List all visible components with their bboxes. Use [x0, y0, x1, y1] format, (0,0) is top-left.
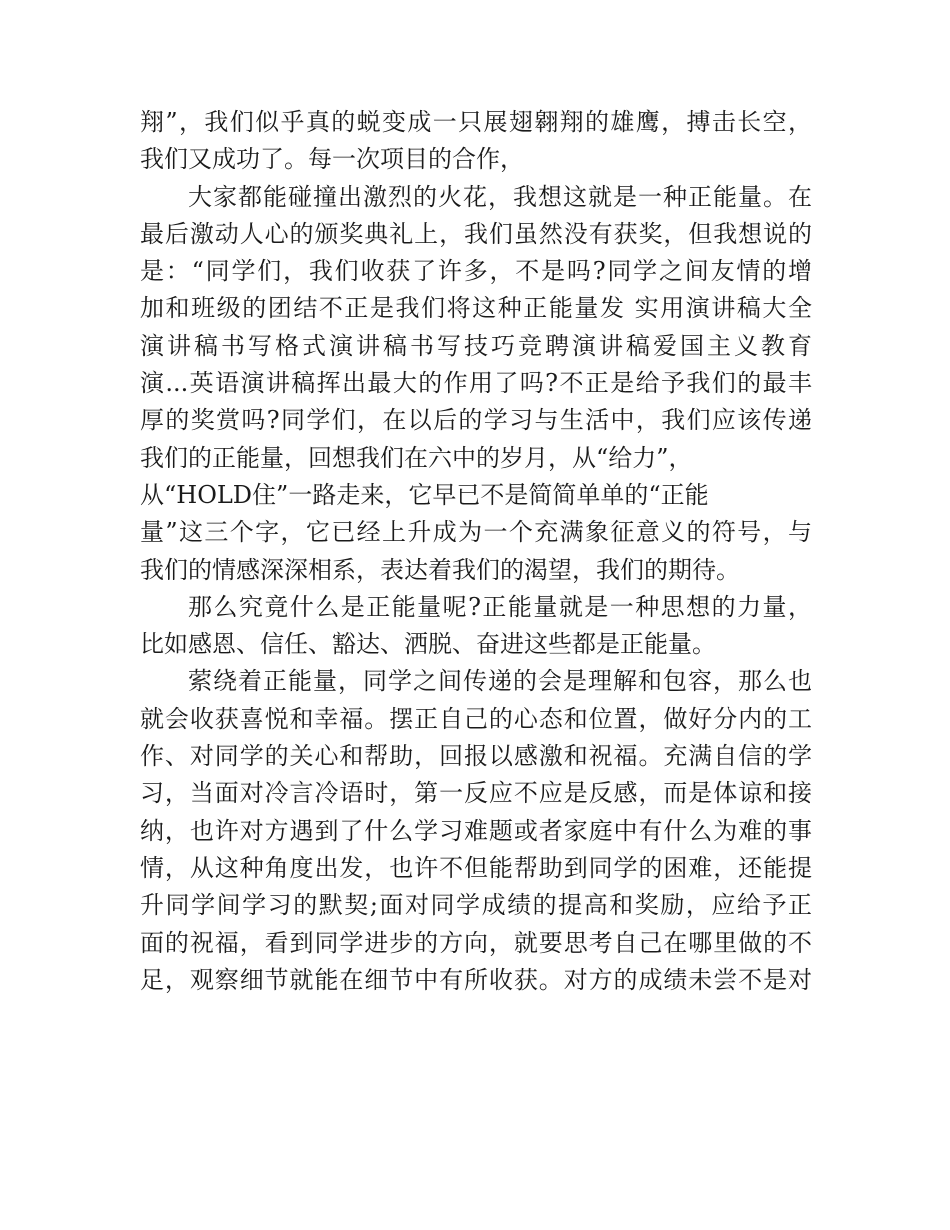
text-line: 升同学间学习的默契;面对同学成绩的提高和奖励，应给予正: [140, 891, 812, 920]
text-line: 大家都能碰撞出激烈的火花，我想这就是一种正能量。在: [188, 182, 812, 211]
text-line: 足，观察细节就能在细节中有所收获。对方的成绩未尝不是对: [140, 965, 812, 994]
text-line: 作、对同学的关心和帮助，回报以感激和祝福。充满自信的学: [140, 742, 812, 771]
text-line: 量”这三个字，它已经上升成为一个充满象征意义的符号，与: [140, 518, 812, 547]
text-line: 演...英语演讲稿挥出最大的作用了吗?不正是给予我们的最丰: [140, 369, 812, 398]
text-line: 我们的正能量，回想我们在六中的岁月，从“给力”，: [140, 443, 693, 472]
text-line: 厚的奖赏吗?同学们，在以后的学习与生活中，我们应该传递: [140, 406, 812, 435]
text-line: 加和班级的团结不正是我们将这种正能量发 实用演讲稿大全: [140, 294, 812, 323]
text-line: 情，从这种角度出发，也许不但能帮助到同学的困难，还能提: [140, 853, 812, 882]
text-line: 是：“同学们，我们收获了许多，不是吗?同学之间友情的增: [140, 257, 812, 286]
text-line: 从“HOLD住”一路走来，它早已不是简简单单的“正能: [140, 480, 709, 509]
text-line: 习，当面对冷言冷语时，第一反应不应是反感，而是体谅和接: [140, 779, 812, 808]
text-line: 我们的情感深深相系，表达着我们的渴望，我们的期待。: [140, 555, 740, 584]
text-line: 就会收获喜悦和幸福。摆正自己的心态和位置，做好分内的工: [140, 704, 812, 733]
text-line: 纳，也许对方遇到了什么学习难题或者家庭中有什么为难的事: [140, 816, 812, 845]
text-line: 比如感恩、信任、豁达、洒脱、奋进这些都是正能量。: [140, 630, 716, 659]
document-body: [140, 104, 812, 999]
text-line: 最后激动人心的颁奖典礼上，我们虽然没有获奖，但我想说的: [140, 219, 812, 248]
text-line: 我们又成功了。每一次项目的合作，: [140, 145, 524, 174]
text-line: 萦绕着正能量，同学之间传递的会是理解和包容，那么也: [188, 667, 812, 696]
text-line: 翔”，我们似乎真的蜕变成一只展翅翱翔的雄鹰，搏击长空，: [140, 108, 812, 136]
text-line: 那么究竟什么是正能量呢?正能量就是一种思想的力量，: [188, 592, 812, 621]
text-line: 面的祝福，看到同学进步的方向，就要思考自己在哪里做的不: [140, 928, 812, 957]
text-line: 演讲稿书写格式演讲稿书写技巧竞聘演讲稿爱国主义教育: [140, 331, 812, 360]
